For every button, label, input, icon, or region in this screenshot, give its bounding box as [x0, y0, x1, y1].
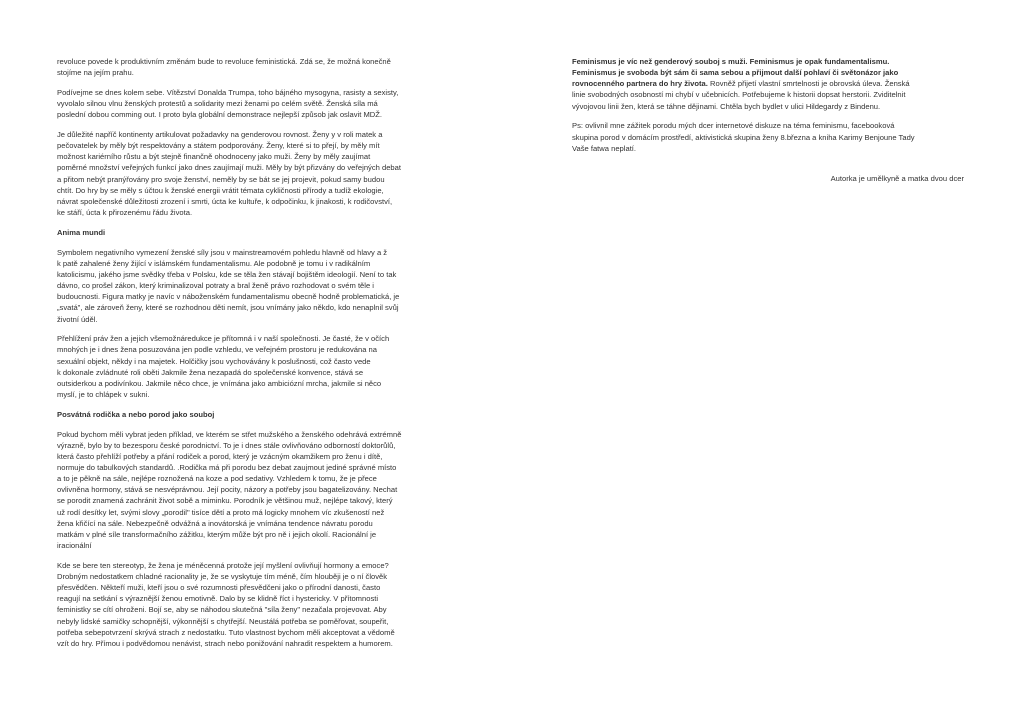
text-line: Anima mundi: [57, 227, 106, 237]
text-line: už rodí desítky let, svými slovy „porodil" tisíce dětí a proto má logicky mnohem víc zkušeností než: [57, 507, 385, 517]
author-note: Autorka je umělkyně a matka dvou dcer: [830, 173, 964, 183]
paragraph: [57, 247, 459, 325]
text-line: myslí, je to chlápek v sukni.: [57, 390, 150, 400]
text-line: nebyly lidské samičky schopnější, výkonnější s chytřejší. Neustálá potřeba se poměřovat, soupeřit,: [57, 616, 389, 626]
text-line: Podívejme se dnes kolem sebe. Vítězství Donalda Trumpa, toho bájného mysogyna, rasisty a sexisty,: [57, 87, 399, 97]
text-line: Posvátná rodička a nebo porod jako souboj: [57, 409, 215, 419]
paragraph: [57, 429, 459, 552]
text-line: Symbolem negativního vymezení ženské síly jsou v mainstreamovém pohledu hlavně od hlavy a ž: [57, 247, 388, 257]
text-line: životní úděl.: [57, 314, 98, 324]
text-line: pečovatelek by měly být respektovány a státem podporovány. Ženy, které si to přejí, by měly mít: [57, 141, 380, 151]
text-line: reagují na setkání s výraznější ženou emotivně. Dalo by se klidně říct i hystericky. V přítomnosti: [57, 594, 379, 604]
text-line: [572, 78, 970, 89]
text-line: přesvědčen. Někteří muži, kteří jsou o své rozumnosti přesvědčeni jako o přírodní danosti, často: [57, 583, 381, 593]
text-line: skupina porod v domácím prostředí, aktivistická skupina ženy 8.března a kniha Karimy Benjoune Tady: [572, 132, 915, 142]
section-heading: [57, 227, 459, 238]
text-line: žena křičící na sále. Nebezpečně odvážná a inovátorská je vnímána tendence návratu porodu: [57, 518, 373, 528]
text-line: Feminismus je víc než genderový souboj s muži. Feminismus je opak fundamentalismu.: [572, 57, 890, 66]
paragraph: [57, 560, 459, 649]
text-line: ovlivněna hormony, stává se nesvéprávnou. Její pocity, názory a potřeby jsou bagatelizovány. Nechat: [57, 485, 398, 495]
text-line: Ps: ovlivnil mne zážitek porodu mých dcer internetové diskuze na téma feminismu, facebooková: [572, 121, 895, 131]
text-line: poměrné množství veřejných funkcí jako dnes zaujímají muži. Měly by být přizvány do veřejných debat: [57, 163, 401, 173]
paragraph: [57, 56, 459, 78]
text-line: se porodit znamená zachránit život sobě a miminku. Porodník je většinou muž, nejlépe takový, který: [57, 496, 393, 506]
text-line: budoucnosti. Figura matky je navíc v náboženském fundamentalismu obecně hodně problematická, je: [57, 292, 400, 302]
text-line: outsiderkou a podivínkou. Jakmile něco chce, je vnímána jako ambiciózní mrcha, jakmile si něco: [57, 378, 382, 388]
bold-phrase: rovnocenného partnera do hry života.: [572, 79, 708, 89]
text-line: která často přehlíží potřeby a přání rodiček a porod, který je vzácným okamžikem pro ženu i dítě,: [57, 451, 383, 461]
text-line: iracionální: [57, 541, 92, 551]
text-line: katolicismu, jakého jsme svědky třeba v Polsku, kde se těla žen stávají bojištěm ideologií. Není to tak: [57, 269, 397, 279]
paragraph: [57, 129, 459, 218]
text-line: feministky se cítí ohroženi. Bojí se, aby se náhodou skutečná "síla ženy" nezačala projevovat. Aby: [57, 605, 387, 615]
text-line: návrat společenské důležitosti zrození i smrti, úcta ke kultuře, k odpočinku, k jinakosti, k rodičovství,: [57, 196, 393, 206]
section-heading: [57, 409, 459, 420]
text-line: chtít. Do hry by se měly s účtou k ženské energii vrátit témata cykličnosti přírody a tudíž ekologie,: [57, 185, 384, 195]
text-line: Přehlížení práv žen a jejich všemožnáredukce je přítomná i v naší společnosti. Je časté, že v očích: [57, 334, 390, 344]
left-text-column: [57, 56, 459, 658]
text-line: vývojovou linii žen, která se táhne dějinami. Chtěla bych bydlet v ulici Hildegardy z Bindenu.: [572, 101, 881, 111]
text-line: potřeba sebepotvrzení skrývá strach z nedostatku. Tuto vlastnost bychom měli akceptovat a vědomě: [57, 627, 395, 637]
feminism-intro-paragraph: [572, 56, 970, 112]
text-line: revoluce povede k produktivním změnám bude to revoluce feministická. Zdá se, že možná konečně: [57, 57, 391, 66]
text-line: k dokonale zvládnuté roli oběti Jakmile žena nezapadá do společenské konvence, stává se: [57, 367, 364, 377]
text-line: Je důležité napříč kontinenty artikulovat požadavky na genderovou rovnost. Ženy y v roli matek a: [57, 129, 383, 139]
text-line: stojíme na jejím prahu.: [57, 68, 134, 78]
text-line: ke stáří, úcta k přirozenému řádu života.: [57, 208, 193, 218]
paragraph: [57, 87, 459, 120]
text-line: Pokud bychom měli vybrat jeden příklad, ve kterém se střet mužského a ženského odehrává extrémně: [57, 429, 402, 439]
text-line: normuje do tabulkových standardů. .Rodička má při porodu bez debat zaujmout jediné správné místo: [57, 463, 397, 472]
text-line: matkám v plné síle transformačního zážitku, kterým může být pro ně i jejich okolí. Racionální je: [57, 529, 377, 539]
text-line: možnost kariérního růstu a být stejně finančně ohodnoceny jako muži. Ženy by měly zaujímat: [57, 152, 371, 162]
right-text-column: [572, 56, 970, 184]
text-line: výrazně, bylo by to bezesporu české porodnictví. To je i dnes stále ovlivňováno odborností doktorůlů,: [57, 440, 396, 450]
text-line: Vaše fatwa neplatí.: [572, 143, 637, 153]
text-line: Kde se bere ten stereotyp, že žena je méněcenná protože její myšlení ovlivňují hormony a emoce?: [57, 560, 389, 570]
text-line: Drobným nedostatkem chladné racionality je, že se vyskytuje tím méně, čím hlouběji je o ní člověk: [57, 572, 388, 581]
line-remainder: Rovněž přijetí vlastní smrtelnosti je obrovská úleva. Ženská: [707, 79, 910, 89]
text-line: mnohých je i dnes žena posuzována jen podle vzhledu, ve veřejném prostoru je redukována na: [57, 345, 377, 355]
text-line: linie svobodných osobností mi chybí v učebnicích. Potřebujeme k historii dopsat herstorii. Zviditelnit: [572, 90, 906, 100]
text-line: Feminismus je svoboda být sám či sama sebou a přijmout další pohlaví či světonázor jako: [572, 68, 899, 78]
text-line: sexuální objekt, někdy i na majetek. Holčičky jsou vychovávány k poslušnosti, což často vede: [57, 356, 371, 366]
text-line: dávno, co prošel zákon, který kriminalizoval potraty a bral ženě právo rozhodovat o svém těle i: [57, 281, 374, 291]
postscript-paragraph: [572, 120, 970, 153]
text-line: a přitom nebýt pranýřovány pro svoje ženství, neměly by se bát se jej projevit, pokud samy budou: [57, 174, 385, 184]
text-line: „svatá", ale zároveň ženy, které se rozhodnou děti nemít, jsou vnímány jako někdo, kdo nenaplnil svůj: [57, 303, 399, 313]
text-line: vzít do hry. Přímou i podvědomou nenávist, strach nebo ponižování nahradit respektem a humorem.: [57, 638, 393, 648]
text-line: a to je pěkně na sále, nejlépe roznožená na koze a pod sedativy. Vzhledem k tomu, že je přece: [57, 474, 377, 484]
text-line: k patě zahalené ženy žijící v islámském fundamentalismu. Ale podobně je tomu i v radikálním: [57, 258, 371, 268]
text-line: vyvolalo silnou vlnu ženských protestů a solidarity mezi ženami po celém světě. Ženská síla má: [57, 99, 378, 109]
paragraph: [57, 333, 459, 400]
text-line: poslední dobou comming out. I proto byla globální demonstrace nejlepší způsob jak oslavit MDŽ.: [57, 110, 383, 120]
